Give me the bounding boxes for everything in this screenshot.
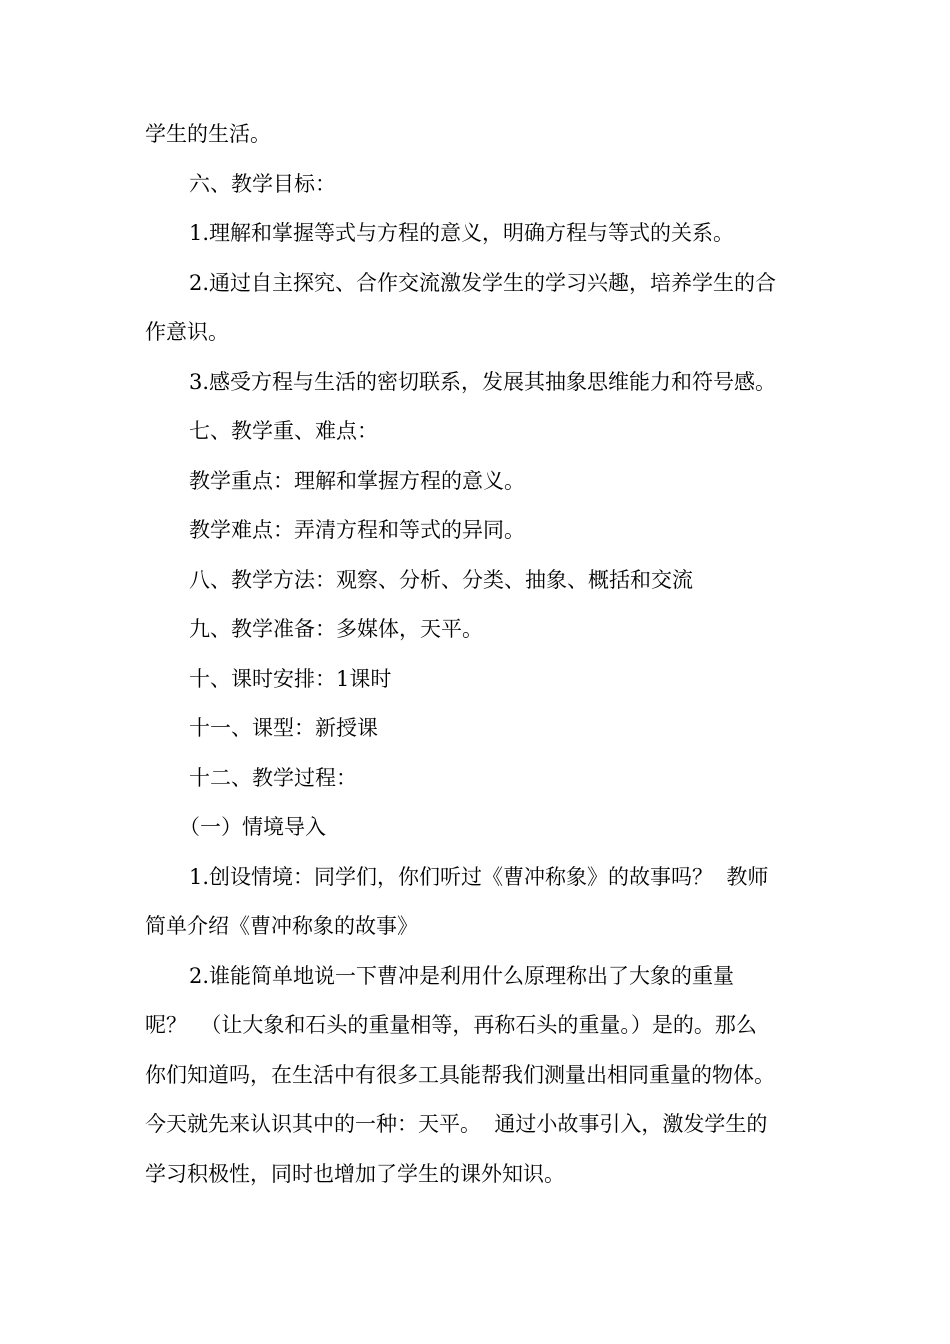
section-heading-schedule: 十、课时安排：1课时: [189, 666, 392, 691]
process-item-1: 1.创设情境：同学们，你们听过《曹冲称象》的故事吗？ 教师: [189, 864, 769, 889]
objective-item-2-continued: 作意识。: [145, 320, 229, 344]
difficult-point: 教学难点：弄清方程和等式的异同。: [189, 518, 525, 542]
section-heading-objectives: 六、教学目标：: [189, 171, 336, 196]
objective-item-2: 2.通过自主探究、合作交流激发学生的学习兴趣，培养学生的合: [189, 270, 777, 295]
subsection-heading-intro: （一）情境导入: [179, 815, 326, 839]
objective-item-3: 3.感受方程与生活的密切联系，发展其抽象思维能力和符号感。: [189, 369, 777, 394]
process-item-2-line-3: 你们知道吗，在生活中有很多工具能帮我们测量出相同重量的物体。: [145, 1062, 775, 1087]
process-item-2-line-5: 学习积极性，同时也增加了学生的课外知识。: [145, 1161, 565, 1186]
paragraph-line: 学生的生活。: [145, 122, 271, 146]
section-heading-process: 十二、教学过程：: [189, 765, 357, 790]
section-heading-lesson-type: 十一、课型：新授课: [189, 716, 378, 740]
process-item-1-continued: 简单介绍《曹冲称象的故事》: [145, 914, 418, 938]
objective-item-1: 1.理解和掌握等式与方程的意义，明确方程与等式的关系。: [189, 221, 735, 245]
document-body: [145, 110, 810, 1199]
key-point: 教学重点：理解和掌握方程的意义。: [189, 468, 525, 493]
section-heading-methods: 八、教学方法：观察、分析、分类、抽象、概括和交流: [189, 567, 693, 592]
section-heading-key-points: 七、教学重、难点：: [189, 419, 378, 443]
process-item-2: 2.谁能简单地说一下曹冲是利用什么原理称出了大象的重量: [189, 963, 735, 988]
process-item-2-line-4: 今天就先来认识其中的一种：天平。 通过小故事引入，激发学生的: [145, 1112, 768, 1136]
section-heading-preparation: 九、教学准备：多媒体，天平。: [189, 617, 483, 641]
process-item-2-line-2: 呢？ （让大象和石头的重量相等，再称石头的重量。）是的。那么: [145, 1013, 757, 1037]
